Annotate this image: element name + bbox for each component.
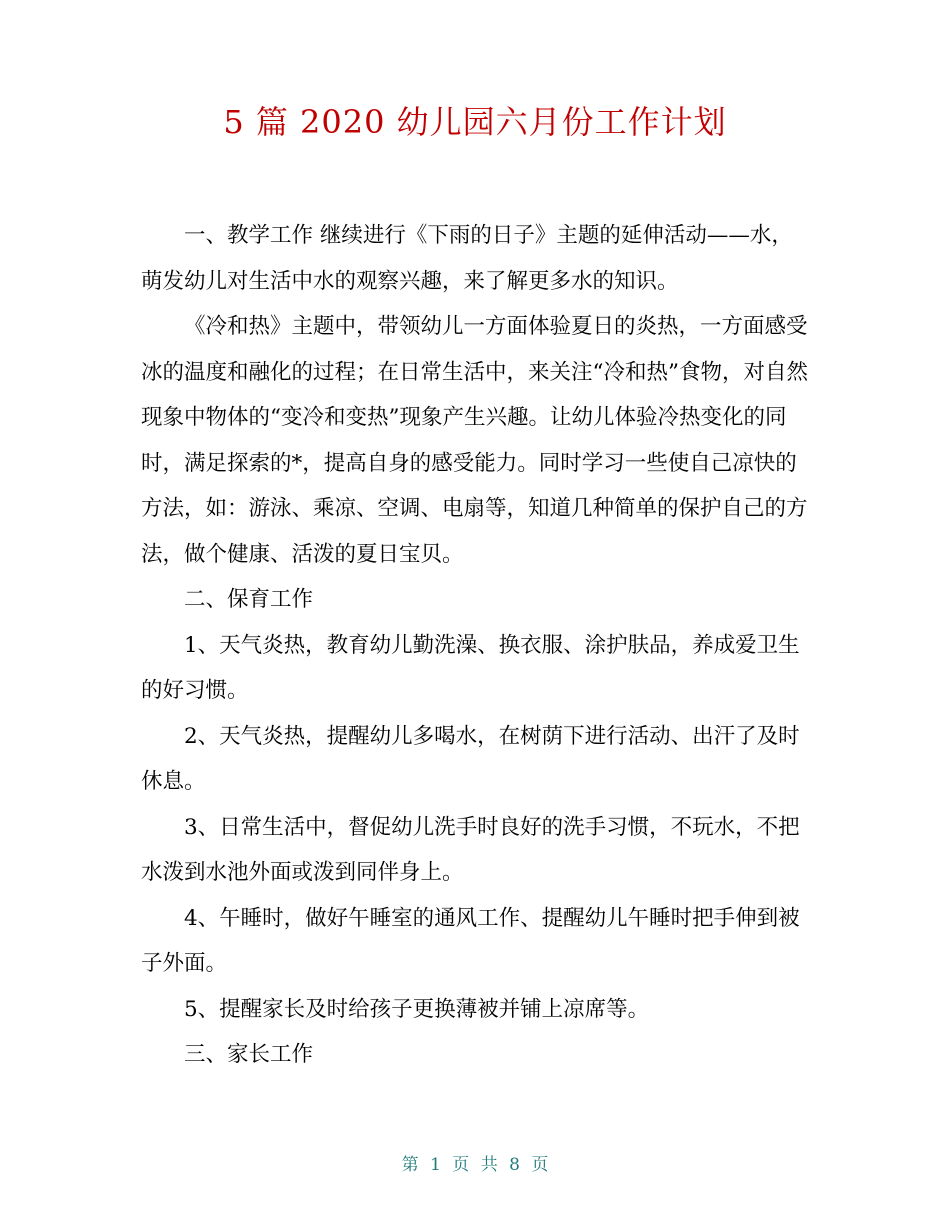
paragraph-care-item-4: 4、午睡时，做好午睡室的通风工作、提醒幼儿午睡时把手伸到被子外面。 [141, 905, 800, 976]
footer-total-label: 共 [480, 1155, 498, 1175]
footer-total-unit: 页 [531, 1155, 549, 1175]
page-footer [0, 1150, 950, 1175]
paragraph-care-item-3: 3、日常生活中，督促幼儿洗手时良好的洗手习惯，不玩水，不把水泼到水池外面或泼到同伴身上。 [141, 814, 800, 885]
page-title: 5 篇 2020 幼儿园六月份工作计划 [223, 103, 727, 141]
heading-care-work: 二、保育工作 [184, 587, 314, 612]
footer-total-pages: 8 [509, 1155, 520, 1175]
footer-page-label: 第 [401, 1155, 419, 1175]
footer-current-page: 1 [430, 1155, 441, 1175]
paragraph-cold-and-hot: 《冷和热》主题中，带领幼儿一方面体验夏日的炎热，一方面感受冰的温度和融化的过程；在日常生活中，来关注“冷和热”食物，对自然现象中物体的“变冷和变热”现象产生兴趣。让幼儿体验冷热变化的同时，满足探索的*，提高自身的感受能力。同时学习一些使自己凉快的方法，如：游泳、乘凉、空调、电扇等，知道几种简单的保护自己的方法，做个健康、活泼的夏日宝贝。 [141, 314, 808, 567]
footer-page-unit: 页 [452, 1155, 470, 1175]
paragraph-care-item-1: 1、天气炎热，教育幼儿勤洗澡、换衣服、涂护肤品，养成爱卫生的好习惯。 [141, 632, 800, 703]
paragraph-care-item-5: 5、提醒家长及时给孩子更换薄被并铺上凉席等。 [184, 996, 650, 1022]
paragraph-teaching-work: 一、教学工作 继续进行《下雨的日子》主题的延伸活动——水，萌发幼儿对生活中水的观察兴趣，来了解更多水的知识。 [141, 223, 793, 294]
heading-parent-work: 三、家长工作 [184, 1042, 314, 1067]
document-body [141, 213, 811, 1078]
paragraph-care-item-2: 2、天气炎热，提醒幼儿多喝水，在树荫下进行活动、出汗了及时休息。 [141, 723, 800, 794]
